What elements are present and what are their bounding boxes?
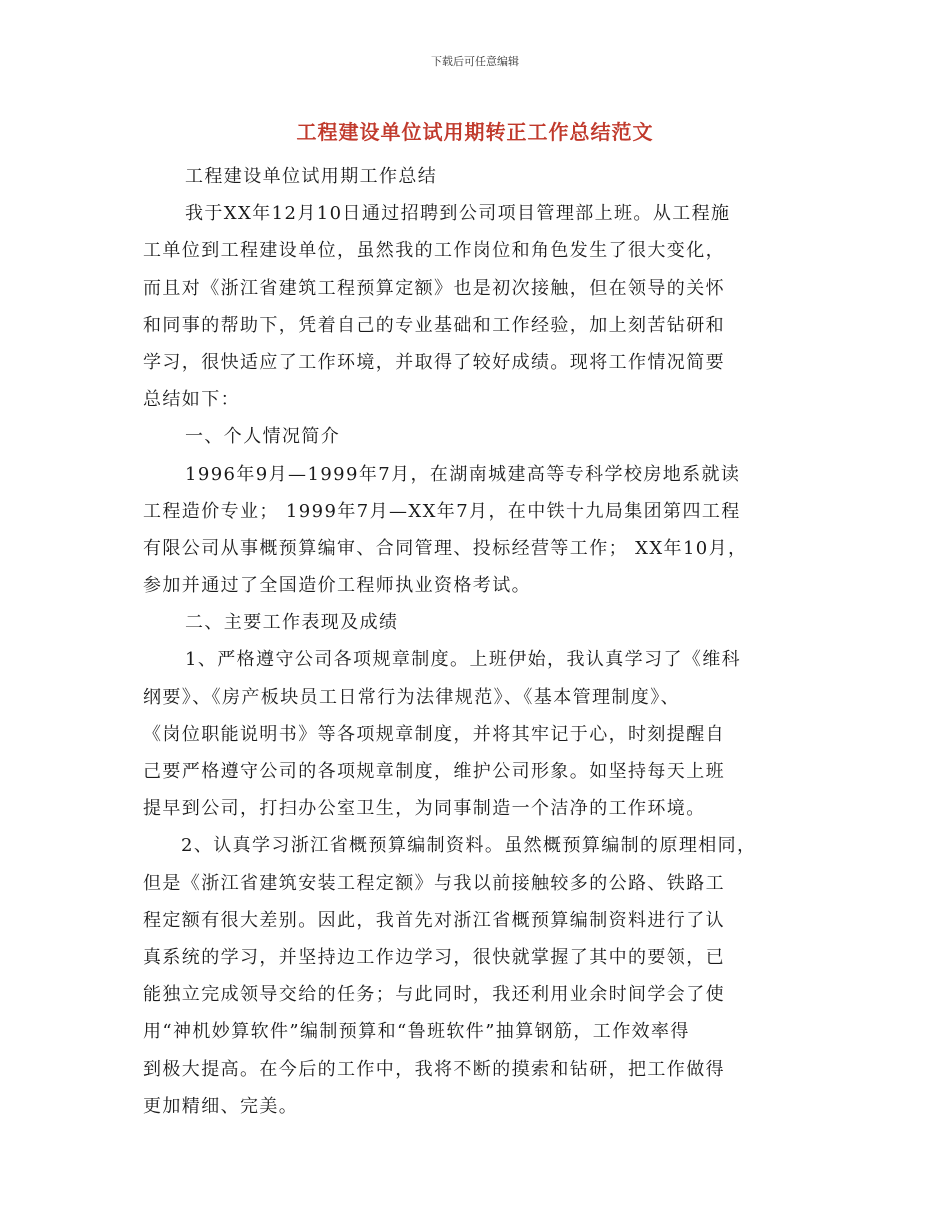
header-note: 下载后可任意编辑 bbox=[431, 55, 519, 68]
paragraph-line: 到极大提高。在今后的工作中，我将不断的摸索和钻研，把工作做得 bbox=[143, 1058, 725, 1080]
paragraph-line: 1996年9月—1999年7月，在湖南城建高等专科学校房地系就读 bbox=[185, 463, 741, 485]
paragraph-line: 用“神机妙算软件”编制预算和“鲁班软件”抽算钢筋，工作效率得 bbox=[143, 1021, 690, 1043]
document-body bbox=[143, 158, 823, 1125]
paragraph-line: 总结如下： bbox=[143, 389, 240, 411]
paragraph-line: 学习，很快适应了工作环境，并取得了较好成绩。现将工作情况简要 bbox=[143, 351, 725, 373]
paragraph-line: 有限公司从事概预算编审、合同管理、投标经营等工作； XX年10月， bbox=[143, 537, 748, 559]
paragraph-line: 真系统的学习，并坚持边工作边学习，很快就掌握了其中的要领，已 bbox=[143, 946, 725, 968]
paragraph-line: 《岗位职能说明书》等各项规章制度，并将其牢记于心，时刻提醒自 bbox=[143, 723, 725, 745]
document-title: 工程建设单位试用期转正工作总结范文 bbox=[296, 120, 654, 144]
paragraph-line: 能独立完成领导交给的任务；与此同时，我还利用业余时间学会了使 bbox=[143, 984, 725, 1006]
section-heading: 二、主要工作表现及成绩 bbox=[185, 612, 399, 634]
paragraph-line: 更加精细、完美。 bbox=[143, 1095, 299, 1117]
paragraph-line: 而且对《浙江省建筑工程预算定额》也是初次接触，但在领导的关怀 bbox=[143, 277, 725, 299]
paragraph-line: 参加并通过了全国造价工程师执业资格考试。 bbox=[143, 575, 531, 597]
paragraph-line: 提早到公司，打扫办公室卫生，为同事制造一个洁净的工作环境。 bbox=[143, 798, 706, 820]
paragraph-line: 工程造价专业； 1999年7月—XX年7月，在中铁十九局集团第四工程 bbox=[143, 500, 741, 522]
paragraph-line: 1、严格遵守公司各项规章制度。上班伊始，我认真学习了《维科 bbox=[185, 649, 742, 671]
paragraph-line: 己要严格遵守公司的各项规章制度，维护公司形象。如坚持每天上班 bbox=[143, 761, 725, 782]
paragraph-line: 程定额有很大差别。因此，我首先对浙江省概预算编制资料进行了认 bbox=[143, 909, 725, 931]
paragraph-line: 但是《浙江省建筑安装工程定额》与我以前接触较多的公路、铁路工 bbox=[143, 872, 725, 894]
paragraph-line: 2、认真学习浙江省概预算编制资料。虽然概预算编制的原理相同， bbox=[181, 835, 757, 857]
paragraph-line: 和同事的帮助下，凭着自己的专业基础和工作经验，加上刻苦钻研和 bbox=[143, 314, 725, 336]
subtitle-line: 工程建设单位试用期工作总结 bbox=[185, 166, 438, 187]
section-heading: 一、个人情况简介 bbox=[185, 426, 341, 448]
paragraph-line: 纲要》、《房产板块员工日常行为法律规范》、《基本管理制度》、 bbox=[143, 686, 680, 708]
paragraph-line: 我于XX年12月10日通过招聘到公司项目管理部上班。从工程施 bbox=[185, 203, 731, 225]
paragraph-line: 工单位到工程建设单位，虽然我的工作岗位和角色发生了很大变化， bbox=[143, 240, 725, 262]
